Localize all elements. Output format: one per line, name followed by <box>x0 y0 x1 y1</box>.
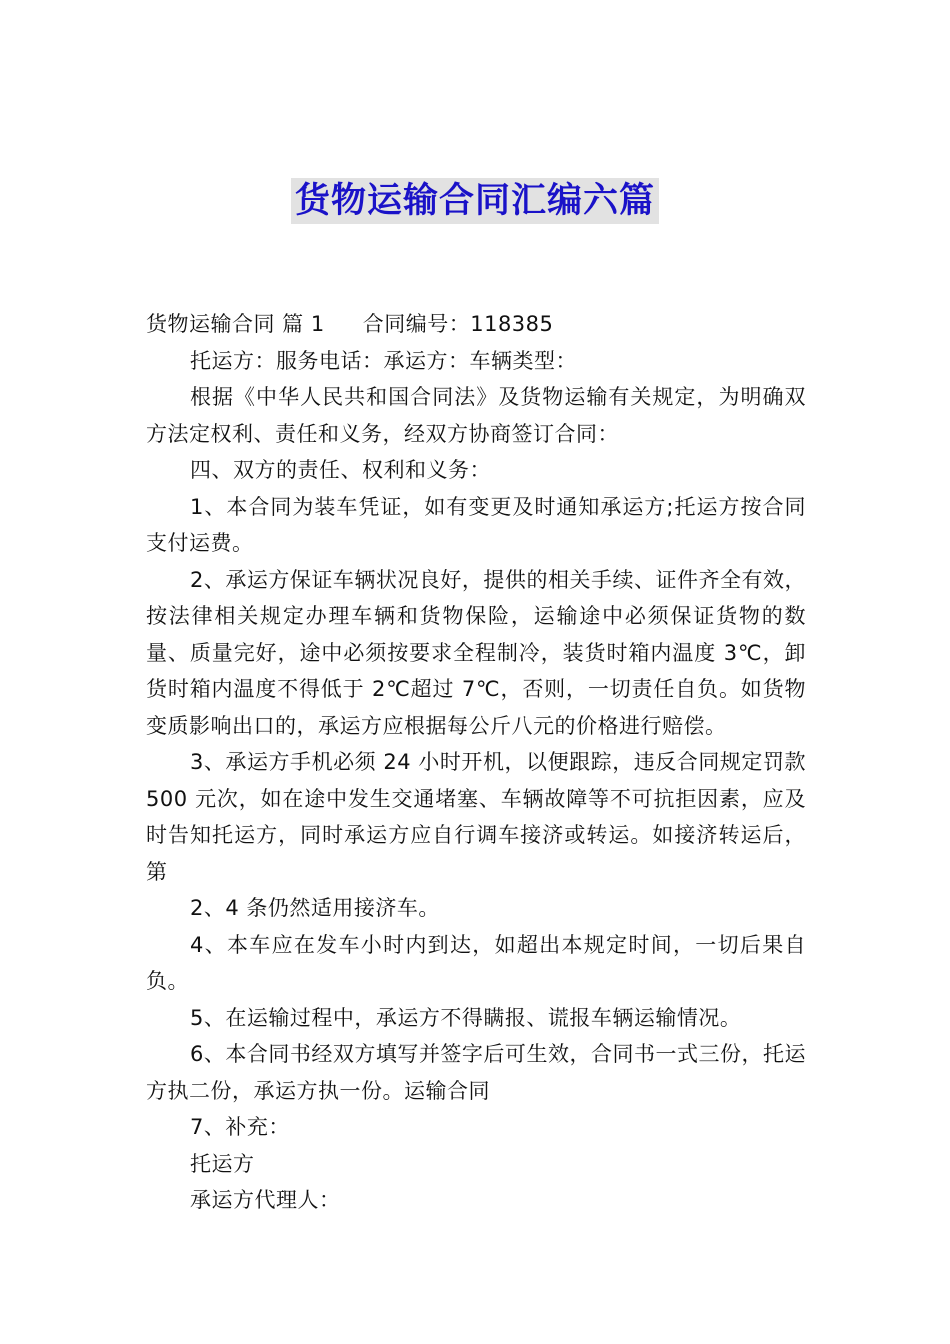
paragraph: 2、4 条仍然适用接济车。 <box>190 896 440 920</box>
paragraph: 根据《中华人民共和国合同法》及货物运输有关规定，为明确双方法定权利、责任和义务，经双方协商签订合同： <box>146 385 806 446</box>
paragraph: 托运方：服务电话：承运方：车辆类型： <box>190 348 577 373</box>
section-heading: 货物运输合同 篇 1 <box>146 312 325 336</box>
paragraph: 7、补充： <box>190 1115 290 1139</box>
paragraph: 5、在运输过程中，承运方不得瞒报、谎报车辆运输情况。 <box>190 1005 742 1030</box>
document-title <box>0 178 950 224</box>
contract-number: 合同编号：118385 <box>362 312 554 336</box>
paragraph: 2、承运方保证车辆状况良好，提供的相关手续、证件齐全有效，按法律相关规定办理车辆和货物保险，运输途中必须保证货物的数量、质量完好，途中必须按要求全程制冷，装货时箱内温度 3℃，卸货时箱内温度不得低于 2℃超过 7℃，否则，一切责任自负。如货物变质影响出口的，承运方应根据每公斤八元的价格进行赔偿。 <box>146 567 806 738</box>
section-heading-line <box>146 306 806 343</box>
paragraph: 承运方代理人： <box>190 1188 341 1212</box>
paragraph: 托运方 <box>190 1151 255 1176</box>
paragraph: 3、承运方手机必须 24 小时开机，以便跟踪，违反合同规定罚款 500 元次，如在途中发生交通堵塞、车辆故障等不可抗拒因素，应及时告知托运方，同时承运方应自行调车接济或转运。如接济转运后，第 <box>146 750 806 884</box>
paragraph: 1、本合同为装车凭证，如有变更及时通知承运方;托运方按合同支付运费。 <box>146 494 806 555</box>
document-body <box>146 306 806 1219</box>
document-title-text: 货物运输合同汇编六篇 <box>291 178 659 224</box>
paragraph: 6、本合同书经双方填写并签字后可生效，合同书一式三份，托运方执二份，承运方执一份。运输合同 <box>146 1042 806 1103</box>
paragraph: 4、本车应在发车小时内到达，如超出本规定时间，一切后果自负。 <box>146 932 806 993</box>
paragraph: 四、双方的责任、权利和义务： <box>190 458 491 482</box>
